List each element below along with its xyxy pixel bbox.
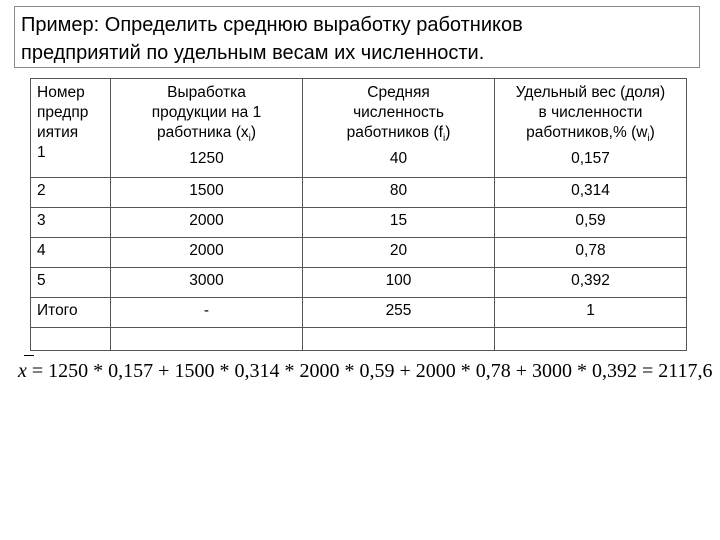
table-cell <box>495 328 687 351</box>
header-text: Выработка <box>167 84 246 101</box>
header-text: иятия <box>37 124 79 141</box>
table-cell: 0,78 <box>495 238 687 268</box>
table-cell: 0,392 <box>495 268 687 298</box>
table-cell: 1250 <box>189 150 224 168</box>
table-cell: 100 <box>303 268 495 298</box>
table-cell <box>303 328 495 351</box>
table-total-row <box>31 298 687 328</box>
header-text: Средняя <box>367 84 430 101</box>
table-header-row <box>31 79 687 178</box>
table-row <box>31 328 687 351</box>
table-cell: 1 <box>495 298 687 328</box>
header-weight <box>495 79 687 178</box>
header-text: Удельный вес (доля) <box>515 84 666 101</box>
header-text: численность <box>353 104 444 121</box>
header-text: предпр <box>37 104 89 121</box>
table-cell: 0,59 <box>495 208 687 238</box>
table-cell: - <box>111 298 303 328</box>
table-cell: 1 <box>37 144 46 161</box>
header-text: в численности <box>538 104 643 121</box>
slide-title <box>14 6 700 68</box>
header-headcount <box>303 79 495 178</box>
table-cell: 2000 <box>111 208 303 238</box>
table-cell: 3 <box>31 208 111 238</box>
table-cell: 3000 <box>111 268 303 298</box>
table-row <box>31 208 687 238</box>
data-table <box>30 78 687 351</box>
table-row <box>31 268 687 298</box>
table-cell: 20 <box>303 238 495 268</box>
header-text <box>117 123 296 149</box>
header-text-part: работников (f <box>346 124 443 141</box>
table-cell: 4 <box>31 238 111 268</box>
table-cell: 15 <box>303 208 495 238</box>
table-cell: 80 <box>303 178 495 208</box>
table-cell <box>31 328 111 351</box>
header-text: продукции на 1 <box>151 104 262 121</box>
table-cell: 1500 <box>111 178 303 208</box>
formula-rhs: = 1250 * 0,157 + 1500 * 0,314 * 2000 * 0,59 + 2000 * 0,78 + 3000 * 0,392 = 2117,6 <box>26 360 713 382</box>
table-cell: 5 <box>31 268 111 298</box>
subscript: i <box>442 133 446 145</box>
title-line-2: предприятий по удельным весам их численности. <box>21 42 485 64</box>
subscript: i <box>647 133 650 145</box>
mean-bar <box>24 355 34 356</box>
header-text-part: работника (x <box>156 124 249 141</box>
table-cell <box>111 328 303 351</box>
header-text-part: ) <box>445 124 451 141</box>
table-row <box>31 178 687 208</box>
table-cell: 40 <box>389 150 408 168</box>
header-text-part: ) <box>250 124 257 141</box>
header-enterprise-number <box>31 79 111 178</box>
header-text <box>501 123 680 149</box>
header-text <box>309 123 488 149</box>
header-text-part: работников,% (w <box>526 124 648 141</box>
table-cell: Итого <box>31 298 111 328</box>
table-cell: 0,157 <box>571 150 610 168</box>
table-cell: 2 <box>31 178 111 208</box>
formula <box>18 360 712 383</box>
title-line-1: Пример: Определить среднюю выработку работников <box>21 14 523 36</box>
table-cell: 255 <box>303 298 495 328</box>
table-row <box>31 238 687 268</box>
subscript: i <box>248 133 251 145</box>
formula-lhs: x <box>18 360 27 382</box>
header-text: Номер <box>37 84 85 101</box>
table-cell: 0,314 <box>495 178 687 208</box>
table-cell: 2000 <box>111 238 303 268</box>
header-text-part: ) <box>649 124 655 141</box>
header-output <box>111 79 303 178</box>
